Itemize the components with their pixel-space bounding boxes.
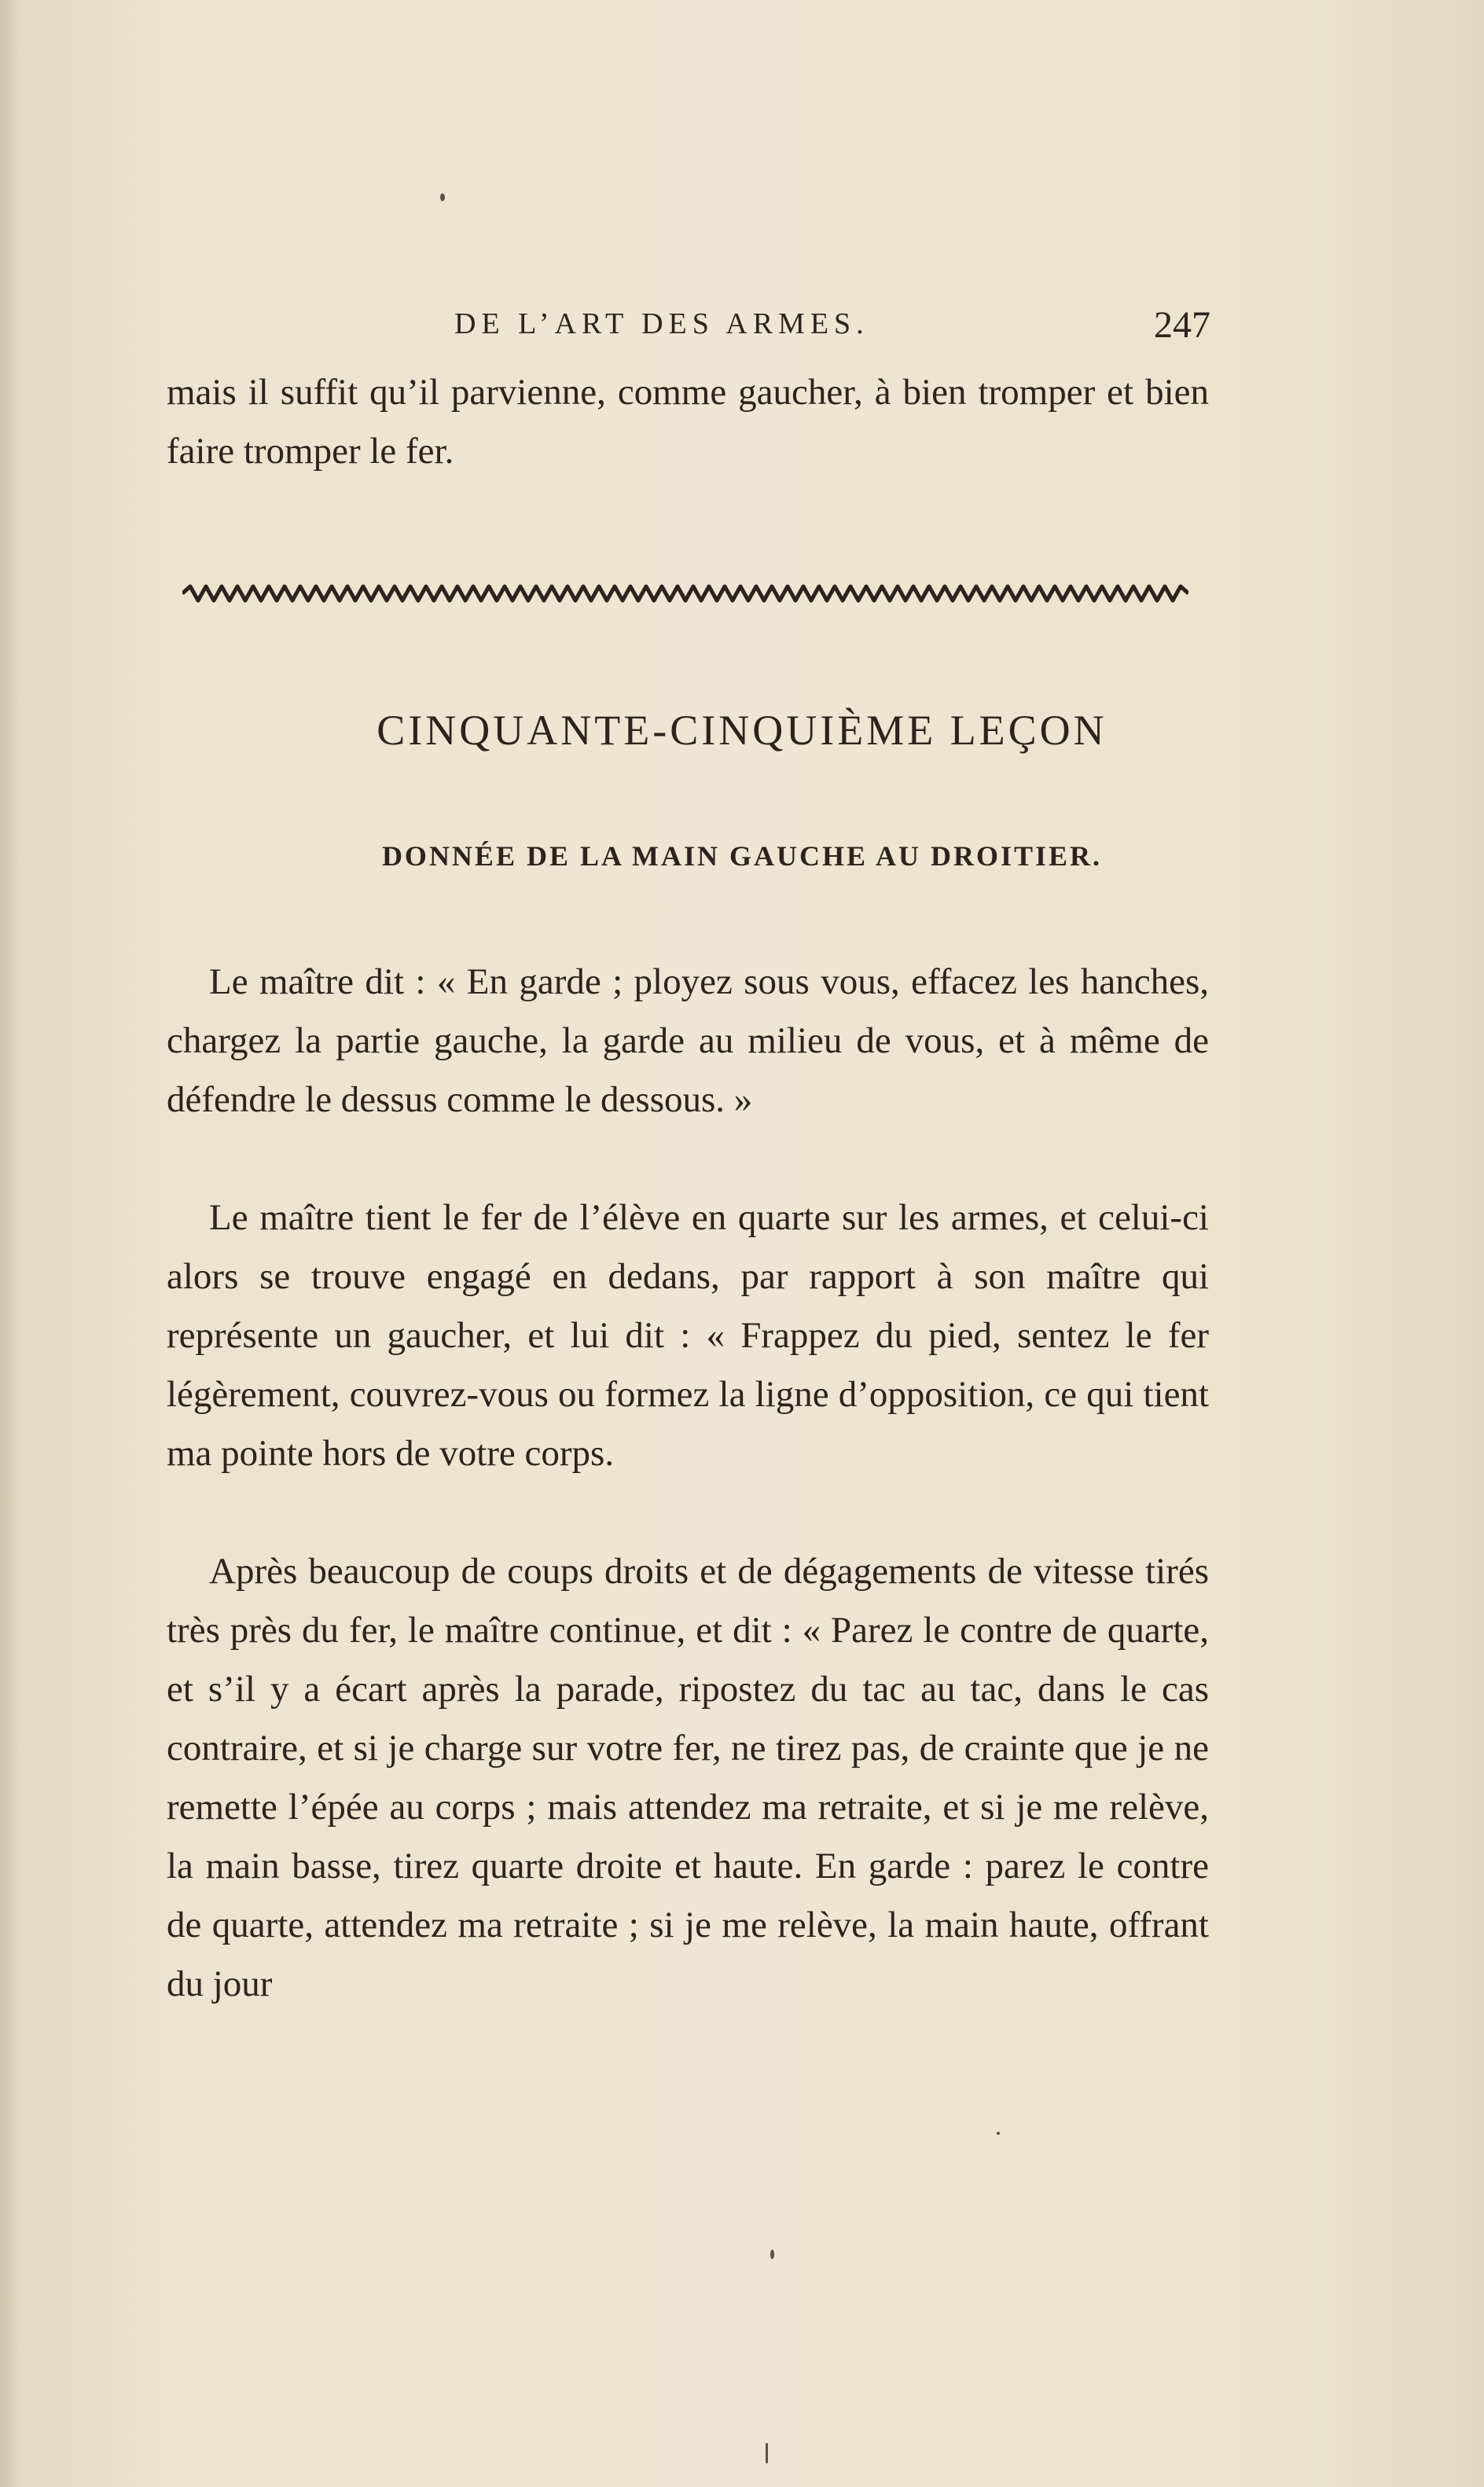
paragraph-1: Le maître dit : « En garde ; ployez sous vous, effacez les hanches, chargez la partie gauche, la garde au milieu de vous, et à même de défendre le dessus comme le dessous. » [167,961,1209,1120]
lesson-subtitle: DONNÉE DE LA MAIN GAUCHE AU DROITIER. [381,840,1103,872]
paragraph-3: Après beaucoup de coups droits et de dégagements de vitesse tirés très près du fer, le maître continue, et dit : « Parez le contre de quarte, et s’il y a écart après la parade, ripostez du tac au tac, dans le cas contraire, et si je charge sur votre fer, ne tirez pas, de crainte que je ne remette l’épée au corps ; mais attendez ma retraite, et si je me relève, la main basse, tirez quarte droite et haute. En garde : parez le contre de quarte, attendez ma retraite ; si je me relève, la main haute, offrant du jour [167,1551,1209,2004]
paragraph-continued: mais il suffit qu’il parvienne, comme gaucher, à bien tromper et bien faire tromper le fer. [167,372,1209,472]
paper-speck [440,193,445,201]
decorative-rule-ornament [182,582,1188,605]
paper-speck [766,2443,768,2463]
running-head-title: DE L’ART DES ARMES. [454,307,869,340]
paragraph-2: Le maître tient le fer de l’élève en quarte sur les armes, et celui-ci alors se trouve engagé en dedans, par rapport à son maître qui représente un gaucher, et lui dit : « Frappez du pied, sentez le fer légèrement, couvrez-vous ou formez la ligne d’opposition, ce qui tient ma pointe hors de votre corps. [167,1197,1209,1474]
page-number: 247 [1154,304,1210,346]
page-gutter-shadow [0,0,20,2487]
running-head [165,303,1210,351]
lesson-title: CINQUANTE-CINQUIÈME LEÇON [377,707,1107,754]
paper-speck [997,2132,1000,2135]
paper-speck [770,2250,774,2259]
